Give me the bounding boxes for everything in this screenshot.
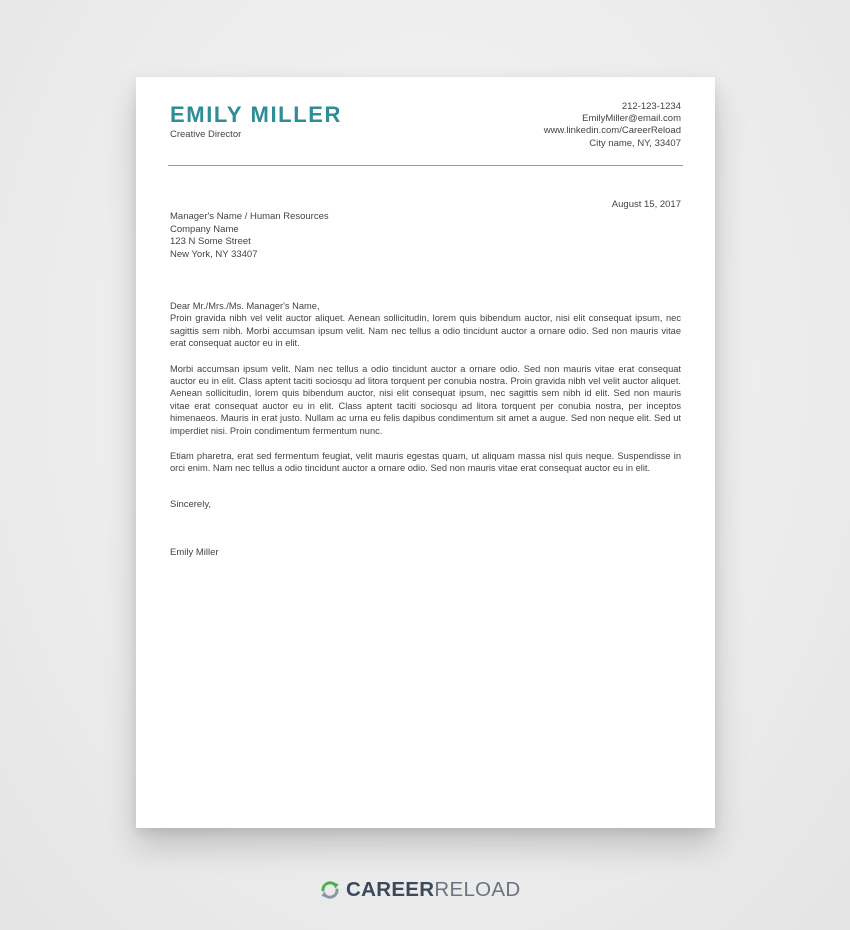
contact-phone: 212-123-1234 [621,101,681,112]
brand-career: CAREER [346,878,435,901]
applicant-name: EMILY MILLER [170,102,342,127]
contact-block [544,101,681,150]
letter-body [170,300,681,488]
closing: Sincerely, [170,499,212,510]
contact-city: City name, NY, 33407 [589,137,681,149]
body-paragraph-1: Proin gravida nibh vel velit auctor aliquet. Aenean sollicitudin, lorem quis bibendum auctor, nisi elit consequat ipsum, nec sagittis sem nibh. Morbi accumsan ipsum velit. Nam nec tellus a odio tincidunt auctor a ornare odio. Sed non mauris vitae erat consequat auctor eu in elit. [170,313,681,349]
recipient-line-4: New York, NY 33407 [170,248,258,260]
contact-email: EmilyMiller@email.com [582,113,681,125]
signature-name: Emily Miller [170,547,219,558]
body-paragraph-3: Etiam pharetra, erat sed fermentum feugiat, velit mauris egestas quam, ut aliquam massa nisl quis neque. Suspendisse in orci enim. Nam nec tellus a odio tincidunt auctor a ornare odio. Sed non mauris vitae erat consequat auctor eu in elit. [170,451,681,474]
recipient-line-1: Manager's Name / Human Resources [170,211,329,222]
body-paragraph-2: Morbi accumsan ipsum velit. Nam nec tellus a odio tincidunt auctor a ornare odio. Sed non mauris vitae erat consequat auctor eu in elit. Class aptent taciti sociosqu ad litora torquent per conubia nostra. Proin gravida nibh vel velit auctor aliquet. Aenean sollicitudin, lorem quis bibendum auctor, nisi elit consequat ipsum, nec sagittis sem nibh id elit. Sed non mauris vitae erat consequat auctor eu in elit. Class aptent taciti sociosqu ad litora torquent per conubia nostra, per inceptos himenaeos. Mauris in erat justo. Nullam ac urna eu felis dapibus condimentum sit amet a augue. Sed non neque elit. Sed ut imperdiet nisi. Proin condimentum fermentum nunc. [170,363,681,436]
recipient-line-2: Company Name [170,223,239,235]
letter-date: August 15, 2017 [611,199,681,210]
contact-website: www.linkedin.com/CareerReload [543,125,681,137]
careerreload-logo [319,876,520,904]
brand-reload: RELOAD [434,878,521,901]
brand-wordmark [346,878,520,902]
recipient-block [170,211,329,261]
letter-page [136,77,715,828]
header-divider [168,165,683,166]
salutation: Dear Mr./Mrs./Ms. Manager's Name, [170,301,320,311]
recipient-line-3: 123 N Some Street [170,236,251,248]
applicant-role: Creative Director [170,129,242,140]
reload-arrows-icon [319,879,341,901]
